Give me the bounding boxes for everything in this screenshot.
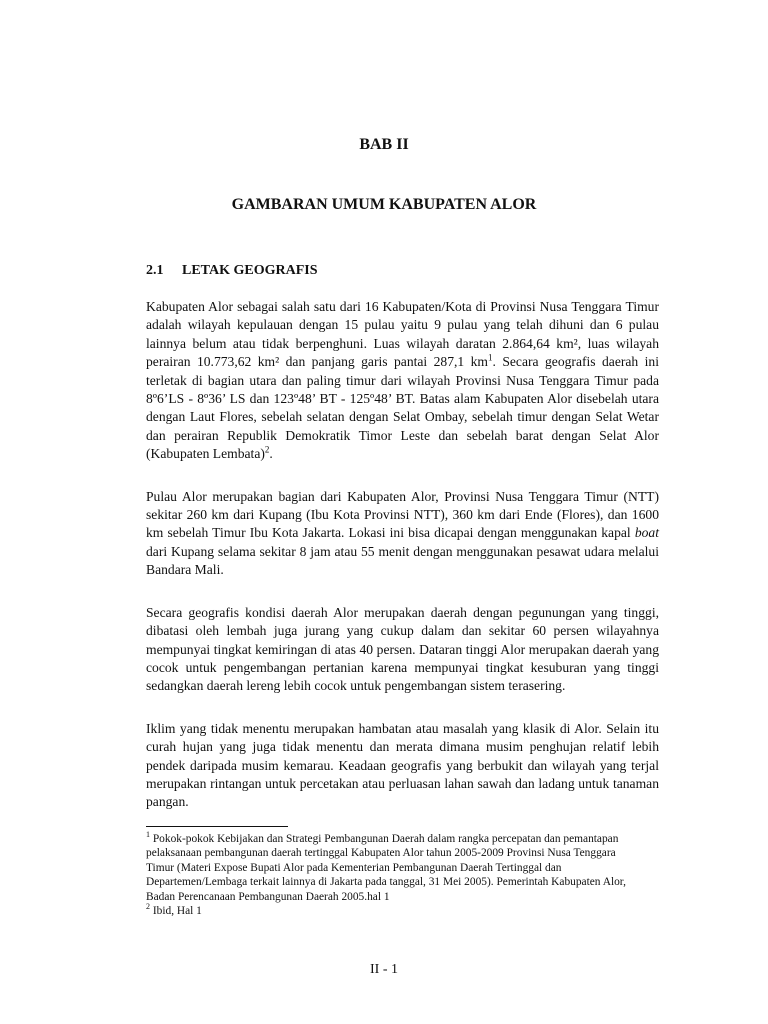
chapter-heading: BAB II [359, 136, 409, 153]
paragraph-2-italic: boat [634, 525, 659, 541]
paragraph-2-text-b: dari Kupang selama sekitar 8 jam atau 55 menit dengan menggunakan pesawat udara melalui Bandara Mali. [146, 543, 659, 578]
footnote-divider [146, 826, 288, 827]
footnote-1-text: Pokok-pokok Kebijakan dan Strategi Pembangunan Daerah dalam rangka percepatan dan pemantapan pelaksanaan pembangunan daerah tertinggal Kabupaten Alor tahun 2005-2009 Provinsi Nusa Tenggara Timur (Materi Expose Bupati Alor pada Kementerian Pembangunan Daerah Tertinggal dan Departemen/Lembaga terkait lainnya di Jakarta pada tanggal, 31 Mei 2005). Pemerintah Kabupaten Alor, Badan Perencanaan Pembangunan Daerah 2005.hal 1 [146, 833, 626, 903]
footnote-2-mark: 2 [146, 902, 150, 912]
paragraph-3: Secara geografis kondisi daerah Alor merupakan daerah dengan pegunungan yang tinggi, dibatasi oleh lembah juga jurang yang cukup dalam dan sekitar 60 persen wilayahnya mempunyai tingkat kemiringan di atas 40 persen. Dataran tinggi Alor merupakan daerah yang cocok untuk pengembangan pertanian karena mempunyai tingkat kesuburan yang tinggi sedangkan daerah lereng lebih cocok untuk pengembangan sistem terasering. [146, 604, 659, 694]
page-number: II - 1 [370, 962, 398, 977]
body-text [146, 298, 659, 836]
chapter-title: GAMBARAN UMUM KABUPATEN ALOR [231, 196, 537, 213]
footnote-1-mark: 1 [146, 830, 150, 840]
footnote-2 [146, 904, 646, 918]
paragraph-1 [146, 298, 659, 464]
footnote-ref-2[interactable]: 2 [264, 444, 270, 455]
paragraph-4: Iklim yang tidak menentu merupakan hambatan atau masalah yang klasik di Alor. Selain itu curah hujan yang juga tidak menentu dan merata dimana musim penghujan relatif lebih pendek daripada musim kemarau. Keadaan geografis yang berbukit dan wilayah yang terjal merupakan rintangan untuk percetakan atau perluasan lahan sawah dan ladang untuk tanaman pangan. [146, 720, 659, 810]
section-title: LETAK GEOGRAFIS [182, 263, 318, 278]
footnote-1 [146, 832, 646, 904]
footnote-2-text: Ibid, Hal 1 [150, 905, 202, 918]
paragraph-2-text-a: Pulau Alor merupakan bagian dari Kabupaten Alor, Provinsi Nusa Tenggara Timur (NTT) sekitar 260 km dari Kupang (Ibu Kota Provinsi NTT), 360 km dari Ende (Flores), dan 1600 km sebelah Timur Ibu Kota Jakarta. Lokasi ini bisa dicapai dengan menggunakan kapal [146, 488, 659, 541]
footnotes [146, 832, 646, 918]
paragraph-1-text-c: . [269, 446, 273, 462]
paragraph-1-text-a: Kabupaten Alor sebagai salah satu dari 16 Kabupaten/Kota di Provinsi Nusa Tenggara Timur adalah wilayah kepulauan dengan 15 pulau yaitu 9 pulau yang telah dihuni dan 6 pulau lainnya belum atau tidak berpenghuni. Luas wilayah daratan 2.864,64 km², luas wilayah perairan 10.773,62 km² dan panjang garis pantai 287,1 km [146, 299, 659, 370]
paragraph-2 [146, 488, 659, 580]
paragraph-1-text-b: . Secara geografis daerah ini terletak di bagian utara dan paling timur dari wilayah Provinsi Nusa Tenggara Timur pada 8º6’LS - 8º36’ LS dan 123º48’ BT - 125º48’ BT. Batas alam Kabupaten Alor disebelah utara dengan Laut Flores, sebelah selatan dengan Selat Ombay, sebelah timur dengan Selat Wetar dan perairan Republik Demokratik Timor Leste dan sebelah barat dengan Selat Alor (Kabupaten Lembata) [146, 354, 659, 462]
section-number: 2.1 [146, 263, 164, 278]
section-heading [146, 263, 318, 279]
footnote-ref-1[interactable]: 1 [488, 352, 493, 363]
